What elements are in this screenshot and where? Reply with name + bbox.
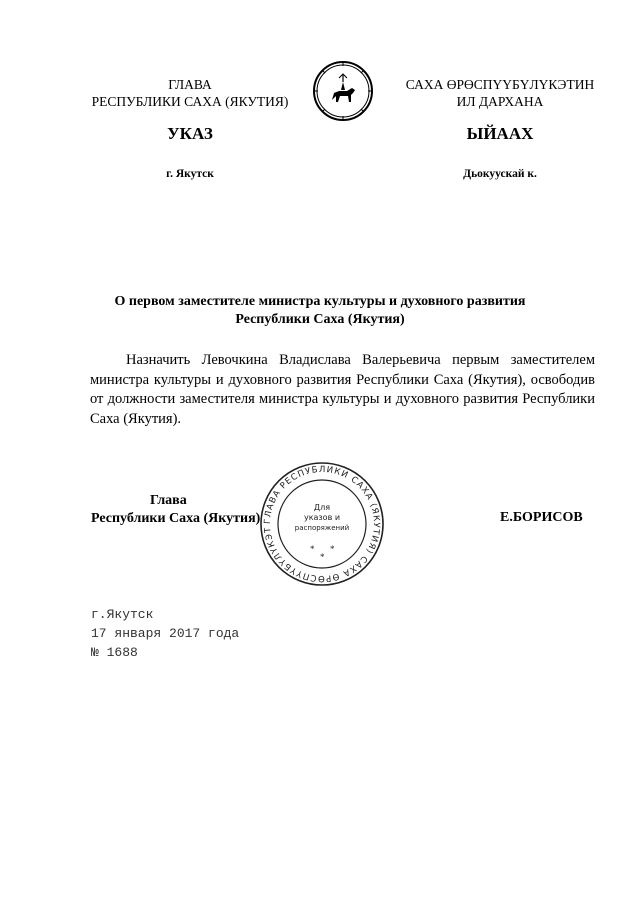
doc-type-left: УКАЗ bbox=[167, 124, 213, 143]
decree-title-line1: О первом заместителе министра культуры и духовного развития bbox=[114, 294, 526, 309]
decree-body: Назначить Левочкина Владислава Валерьевича первым заместителем министра культуры и духовного развития Республики Саха (Якутия), освободив от должности заместителя министра культуры и духовного развития Республики Саха (Якутия). bbox=[90, 352, 595, 427]
header-left bbox=[80, 76, 300, 110]
seal-inner-line3: распоряжений bbox=[294, 524, 350, 532]
decree-title bbox=[100, 293, 540, 329]
place-right: Дьокуускай к. bbox=[463, 168, 537, 180]
seal-inner-line2: указов и bbox=[303, 513, 341, 522]
header-left-line1: ГЛАВА bbox=[168, 77, 212, 92]
doc-type-right: ЫЙААХ bbox=[466, 124, 534, 143]
seal-inner-line1: Для bbox=[313, 503, 331, 512]
place-left: г. Якутск bbox=[166, 168, 214, 180]
svg-text:*: * bbox=[310, 544, 315, 554]
decree-title-line2: Республики Саха (Якутия) bbox=[235, 312, 405, 327]
seal-outer-text: ГЛАВА РЕСПУБЛИКИ САХА (ЯКУТИЯ) САХА ӨРӨСПҮҮБҮЛҮКЭТ bbox=[262, 464, 382, 584]
decree-number: № 1688 bbox=[91, 645, 138, 660]
svg-text:*: * bbox=[320, 552, 325, 562]
decree-city: г.Якутск bbox=[91, 607, 154, 622]
signer-name: Е.БОРИСОВ bbox=[500, 510, 583, 525]
svg-text:*: * bbox=[330, 544, 335, 554]
header-right-line1: САХА ӨРӨСПҮҮБҮЛҮКЭТИН bbox=[405, 77, 595, 92]
signer-position-line1: Глава bbox=[150, 493, 187, 508]
header-right-line2: ИЛ ДАРХАНА bbox=[456, 94, 544, 109]
decree-date: 17 января 2017 года bbox=[91, 626, 240, 641]
official-seal bbox=[258, 460, 386, 588]
header-right bbox=[394, 76, 606, 110]
republic-emblem bbox=[312, 60, 374, 122]
header-left-line2: РЕСПУБЛИКИ САХА (ЯКУТИЯ) bbox=[91, 94, 289, 109]
signer-position-line2: Республики Саха (Якутия) bbox=[91, 511, 261, 526]
